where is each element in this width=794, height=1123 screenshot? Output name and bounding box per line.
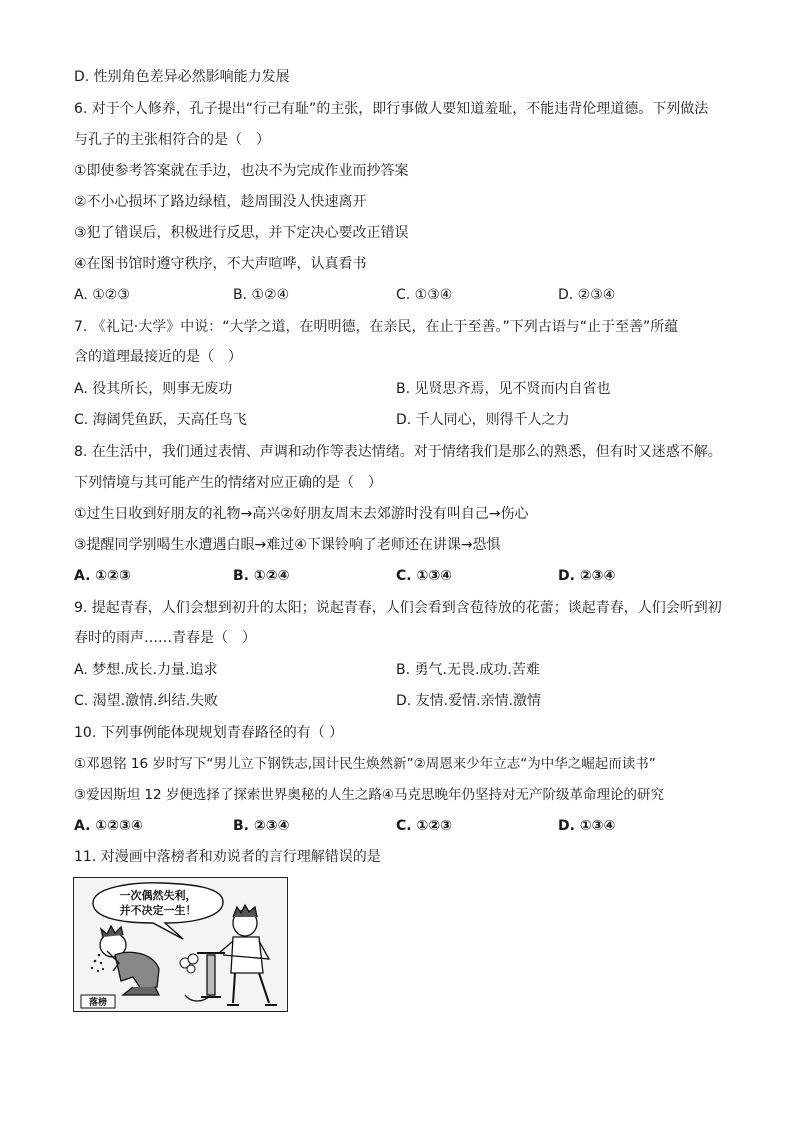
- cartoon-image: [73, 877, 288, 1012]
- q6-stem-line2: 与孔子的主张相符合的是（ ）: [74, 132, 270, 148]
- q8-option-d: D. ②③④: [558, 568, 616, 584]
- q9-option-c: C. 渴望.激情.纠结.失败: [74, 693, 219, 709]
- q8-stem-line1: 8. 在生活中，我们通过表情、声调和动作等表达情绪。对于情绪我们是那么的熟悉，但有时又迷惑不解。: [74, 444, 722, 460]
- q9-option-b: B. 勇气.无畏.成功.苦难: [396, 662, 540, 678]
- q6-item-2: ②不小心损坏了路边绿植，趁周围没人快速离开: [74, 194, 367, 210]
- q6-stem-line1: 6. 对于个人修养，孔子提出“行己有耻”的主张，即行事做人要知道羞耻，不能违背伦理道德。下列做法: [74, 101, 709, 117]
- q10-option-d: D. ①③④: [558, 818, 616, 834]
- q6-item-3: ③犯了错误后，积极进行反思，并下定决心要改正错误: [74, 225, 409, 241]
- q7-option-c: C. 海阔凭鱼跃，天高任鸟飞: [74, 412, 247, 428]
- q6-item-4: ④在图书馆时遵守秩序，不大声喧哗，认真看书: [74, 256, 367, 272]
- q8-item-1: ①过生日收到好朋友的礼物→高兴②好朋友周末去郊游时没有叫自己→伤心: [74, 506, 529, 522]
- cartoon-bubble-line1: 一次偶然失利，: [119, 889, 197, 902]
- q10-stem: 10. 下列事例能体现规划青春路径的有（ ）: [74, 725, 344, 741]
- q6-option-d: D. ②③④: [558, 287, 616, 303]
- q6-option-b: B. ①②④: [233, 287, 290, 303]
- option-d-prev: D. 性别角色差异必然影响能力发展: [74, 69, 290, 85]
- q7-option-a: A. 役其所长，则事无废功: [74, 381, 233, 397]
- q6-option-a: A. ①②③: [74, 287, 130, 303]
- q8-option-c: C. ①③④: [396, 568, 453, 584]
- q8-option-b: B. ①②④: [233, 568, 290, 584]
- q6-item-1: ①即使参考答案就在手边，也决不为完成作业而抄答案: [74, 163, 409, 179]
- q10-item-1: ①邓恩铭 16 岁时写下“男儿立下钢铁志,国计民生焕然新”②周恩来少年立志“为中华之崛起而读书”: [74, 756, 656, 772]
- q10-option-b: B. ②③④: [233, 818, 290, 834]
- cartoon-sign-text: 落榜: [88, 998, 108, 1008]
- q7-option-b: B. 见贤思齐焉，见不贤而内自省也: [396, 381, 611, 397]
- q8-item-2: ③提醒同学别喝生水遭遇白眼→难过④下课铃响了老师还在讲课→恐惧: [74, 537, 501, 553]
- q9-option-d: D. 友情.爱情.亲情.激情: [396, 693, 542, 709]
- q10-item-2: ③爱因斯坦 12 岁便选择了探索世界奥秘的人生之路④马克思晚年仍坚持对无产阶级革命理论的研究: [74, 787, 664, 803]
- q7-option-d: D. 千人同心，则得千人之力: [396, 412, 570, 428]
- q8-stem-line2: 下列情境与其可能产生的情绪对应正确的是（ ）: [74, 475, 382, 491]
- cartoon-bubble-line2: 并不决定一生！: [119, 904, 197, 917]
- q9-stem-line2: 春时的雨声……青春是（ ）: [74, 630, 256, 646]
- q6-option-c: C. ①③④: [396, 287, 453, 303]
- q11-stem: 11. 对漫画中落榜者和劝说者的言行理解错误的是: [74, 849, 381, 865]
- q8-option-a: A. ①②③: [74, 568, 131, 584]
- q10-option-c: C. ①②③: [396, 818, 453, 834]
- q9-option-a: A. 梦想.成长.力量.追求: [74, 662, 218, 678]
- q7-stem-line2: 含的道理最接近的是（ ）: [74, 349, 242, 365]
- q7-stem-line1: 7. 《礼记·大学》中说：“大学之道，在明明德，在亲民，在止于至善。”下列古语与“止于至善”所蕴: [74, 319, 679, 335]
- q10-option-a: A. ①②③④: [74, 818, 143, 834]
- q9-stem-line1: 9. 提起青春，人们会想到初升的太阳；说起青春，人们会看到含苞待放的花蕾；谈起青春，人们会听到初: [74, 600, 722, 616]
